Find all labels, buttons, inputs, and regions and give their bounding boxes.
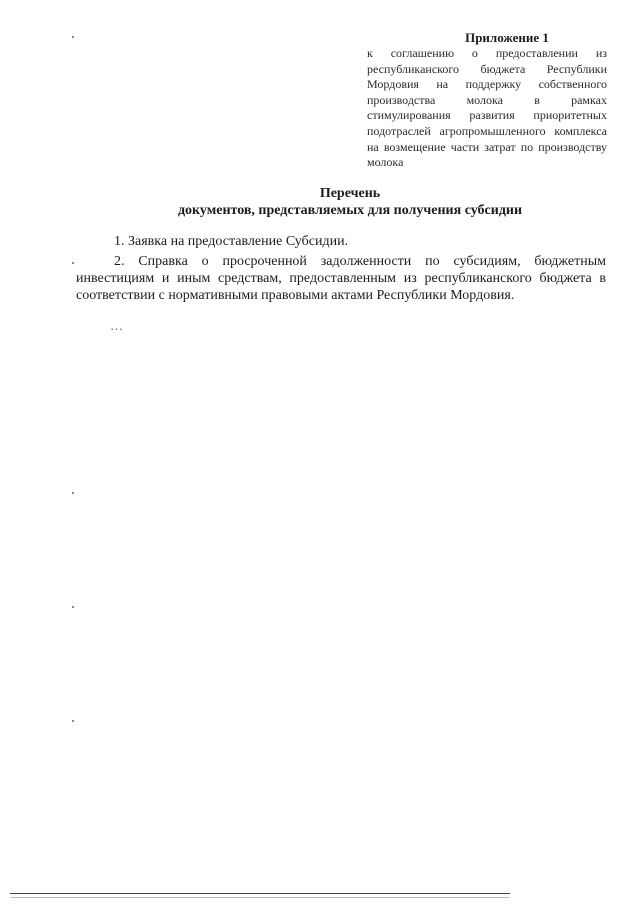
scan-speck: [72, 720, 74, 722]
scan-speck: [72, 606, 74, 608]
bottom-scan-line: [10, 893, 510, 894]
list-item: 1. Заявка на предоставление Субсидии.: [114, 234, 349, 249]
heading-line-2: документов, представляемых для получения субсидии: [177, 203, 523, 218]
appendix-title: Приложение 1: [465, 30, 549, 45]
appendix-block: [367, 30, 607, 171]
scan-speck: [72, 492, 74, 494]
list-item: 2. Справка о просроченной задолженности по субсидиям, бюджетным инвестициям и иным средствам, предоставленным из республиканского бюджета в соответствии с нормативными правовыми актами Республики Мордовия.: [76, 254, 606, 303]
appendix-text: к соглашению о предоставлении из республиканского бюджета Республики Мордовия на поддержку собственного производства молока в рамках стимулирования развития приоритетных подотраслей агропромышленного комплекса на возмещение части затрат по производству молока: [367, 46, 607, 170]
documents-list: [76, 233, 606, 304]
scan-speck: [72, 36, 74, 38]
scan-speck: [72, 262, 74, 264]
ellipsis-mark: …: [110, 318, 123, 333]
heading-line-1: Перечень: [319, 186, 381, 201]
document-heading: [60, 185, 640, 219]
bottom-scan-line-faint: [10, 897, 510, 898]
